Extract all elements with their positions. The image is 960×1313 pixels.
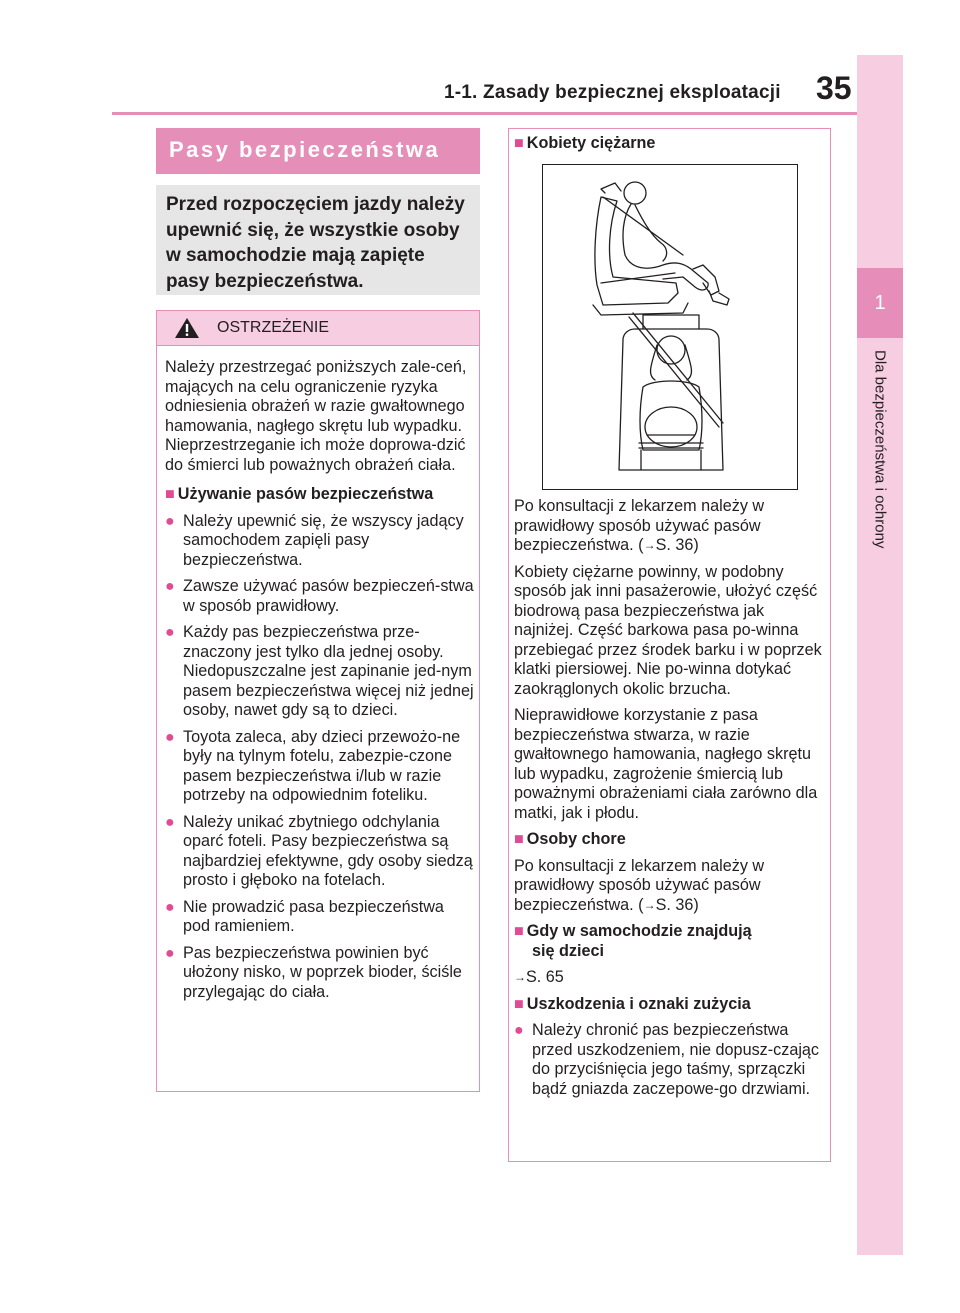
children-heading-line-1: Gdy w samochodzie znajdują — [526, 922, 752, 940]
children-page-ref[interactable]: S. 65 — [526, 968, 564, 986]
pregnant-paragraph-1 — [514, 497, 826, 556]
warning-label: OSTRZEŻENIE — [217, 319, 330, 336]
warning-bullet: ● Należy upewnić się, że wszyscy jadący samochodem zapięli pasy bezpieczeństwa. — [165, 512, 475, 571]
intro-box — [156, 185, 480, 295]
warning-bullet: ● Zawsze używać pasów bezpieczeń-stwa w sposób prawidłowy. — [165, 577, 475, 616]
pregnant-paragraph-3: Nieprawidłowe korzystanie z pasa bezpieczeństwa stwarza, w razie gwałtownego hamowania, nagłego skrętu lub wypadku, zagrożenie śmiercią lub poważnymi obrażeniami ciała zarówno dla matki, jak i płodu. — [514, 706, 818, 822]
children-heading-line-2 — [514, 942, 826, 962]
info-box-body — [514, 497, 826, 1106]
warning-header — [157, 311, 479, 346]
warning-box — [156, 310, 480, 1092]
ill-heading: ■ Osoby chore — [514, 830, 826, 850]
warning-body — [165, 358, 475, 1009]
warning-intro: Należy przestrzegać poniższych zale-ceń, mających na celu ograniczenie ryzyka odniesienia obrażeń w razie gwałtownego hamowania, nagłego skrętu lub wypadku. Nieprzestrzeganie ich może doprowa-dzić do śmierci lub poważnych obrażeń ciała. — [165, 358, 467, 474]
children-reference — [514, 968, 826, 988]
pregnant-paragraph-2: Kobiety ciężarne powinny, w podobny sposób jak inni pasażerowie, ułożyć część biodrową pasa bezpieczeństwa jak najniżej. Część barkowa pasa po-winna przebiegać przez środek barku i w poprzek klatki piersiowej. Nie po-winna dotykać zaokrąglonych okolic brzucha. — [514, 562, 822, 698]
children-heading-text-2: się dzieci — [532, 941, 604, 960]
chapter-number: 1 — [874, 292, 886, 314]
arrow-right-icon: → — [643, 897, 656, 912]
header-divider — [112, 112, 857, 115]
pregnant-page-ref[interactable]: S. 36) — [655, 536, 699, 554]
warning-bullet: ● Należy unikać zbytniego odchylania oparć foteli. Pasy bezpieczeństwa są najbardziej efektywne, gdy osoby siedzą prosto i głęboko na fotelach. — [165, 813, 475, 891]
warning-subheading: ■ Używanie pasów bezpieczeństwa — [165, 485, 475, 505]
children-heading — [514, 922, 826, 942]
pregnant-heading: ■ Kobiety ciężarne — [514, 134, 826, 154]
damage-bullet: ● Należy chronić pas bezpieczeństwa przed uszkodzeniem, nie dopusz-czając do przyciśnięcia jego taśmy, sprzączki bądź gniazda zaczepowe-go drzwiami. — [514, 1021, 826, 1099]
intro-text: Przed rozpoczęciem jazdy należy upewnić się, że wszystkie osoby w samochodzie mają zapięte pasy bezpieczeństwa. — [166, 194, 465, 292]
ill-page-ref[interactable]: S. 36) — [655, 895, 699, 914]
info-box — [508, 128, 831, 1162]
warning-bullet: ● Toyota zaleca, aby dzieci przewożo-ne były na tylnym fotelu, zabezpie-czone pasem bezpieczeństwa i/lub w razie potrzeby na odpowiednim foteliku. — [165, 728, 475, 806]
pregnant-seatbelt-illustration — [542, 164, 798, 490]
warning-triangle-icon — [174, 317, 200, 339]
pregnant-text-1: Po konsultacji z lekarzem należy w prawidłowy sposób używać pasów bezpieczeństwa. ( — [514, 497, 765, 554]
warning-bullet: ● Nie prowadzić pasa bezpieczeństwa pod ramieniem. — [165, 898, 475, 937]
page-title: Pasy bezpieczeństwa — [169, 137, 441, 162]
chapter-title: Dla bezpieczeństwa i ochrony — [871, 350, 889, 549]
warning-bullet: ● Każdy pas bezpieczeństwa prze-znaczony jest tylko dla jednej osoby. Niedopuszczalne jest zapinanie jed-nym pasem bezpieczeństwa więcej niż jednej osoby, nawet gdy są to dzieci. — [165, 623, 475, 721]
info-box-top — [514, 134, 826, 161]
section-header: 1-1. Zasady bezpiecznej eksploatacji — [444, 82, 781, 103]
arrow-right-icon: → — [514, 970, 526, 984]
chapter-side-tab — [857, 55, 903, 1255]
page-number: 35 — [816, 70, 852, 106]
seatbelt-illustration-image — [543, 165, 797, 489]
warning-bullet: ● Pas bezpieczeństwa powinien być ułożony nisko, w poprzek bioder, ściśle przylegając do ciała. — [165, 944, 475, 1003]
ill-text: Po konsultacji z lekarzem należy w prawidłowy sposób używać pasów bezpieczeństwa. ( — [514, 856, 765, 914]
title-banner — [156, 128, 480, 174]
ill-paragraph — [514, 857, 826, 916]
arrow-right-icon: → — [643, 538, 656, 552]
damage-heading: ■ Uszkodzenia i oznaki zużycia — [514, 995, 826, 1015]
